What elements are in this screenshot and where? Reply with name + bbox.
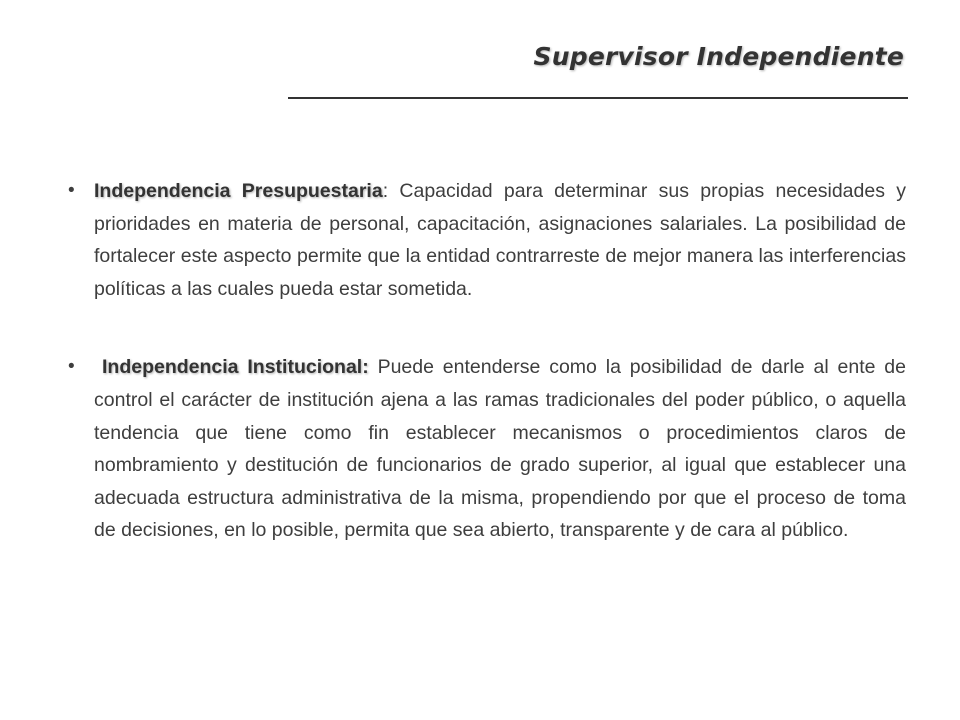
bullet-separator: : [382,180,389,202]
bullet-term: Independencia Institucional: [102,356,369,379]
bullet-text: Puede entenderse como la posibilidad de darle al ente de control el carácter de institución ajena a las ramas tradicionales del poder público, o aquella tendencia que tiene como fin establecer mecanismos o procedimientos claros de nombramiento y destitución de funcionarios de grado superior, al igual que establecer una adecuada estructura administrativa de la misma, propendiendo por que el proceso de toma de decisiones, en lo posible, permita que sea abierto, transparente y de cara al público. [94,356,907,542]
slide-title: Supervisor Independiente [533,42,904,71]
title-underline [288,97,908,99]
bullet-item-institutional-independence [68,351,906,547]
bullet-icon: • [68,356,75,378]
bullet-icon: • [68,180,75,201]
bullet-list [68,175,906,547]
bullet-item-budget-independence [68,175,906,305]
bullet-term: Independencia Presupuestaria [94,180,383,202]
bullet-text: Capacidad para determinar sus propias necesidades y prioridades en materia de personal, capacitación, asignaciones salariales. La posibilidad de fortalecer este aspecto permite que la entidad contrarreste de mejor manera las interferencias políticas a las cuales pueda estar sometida. [94,180,906,300]
